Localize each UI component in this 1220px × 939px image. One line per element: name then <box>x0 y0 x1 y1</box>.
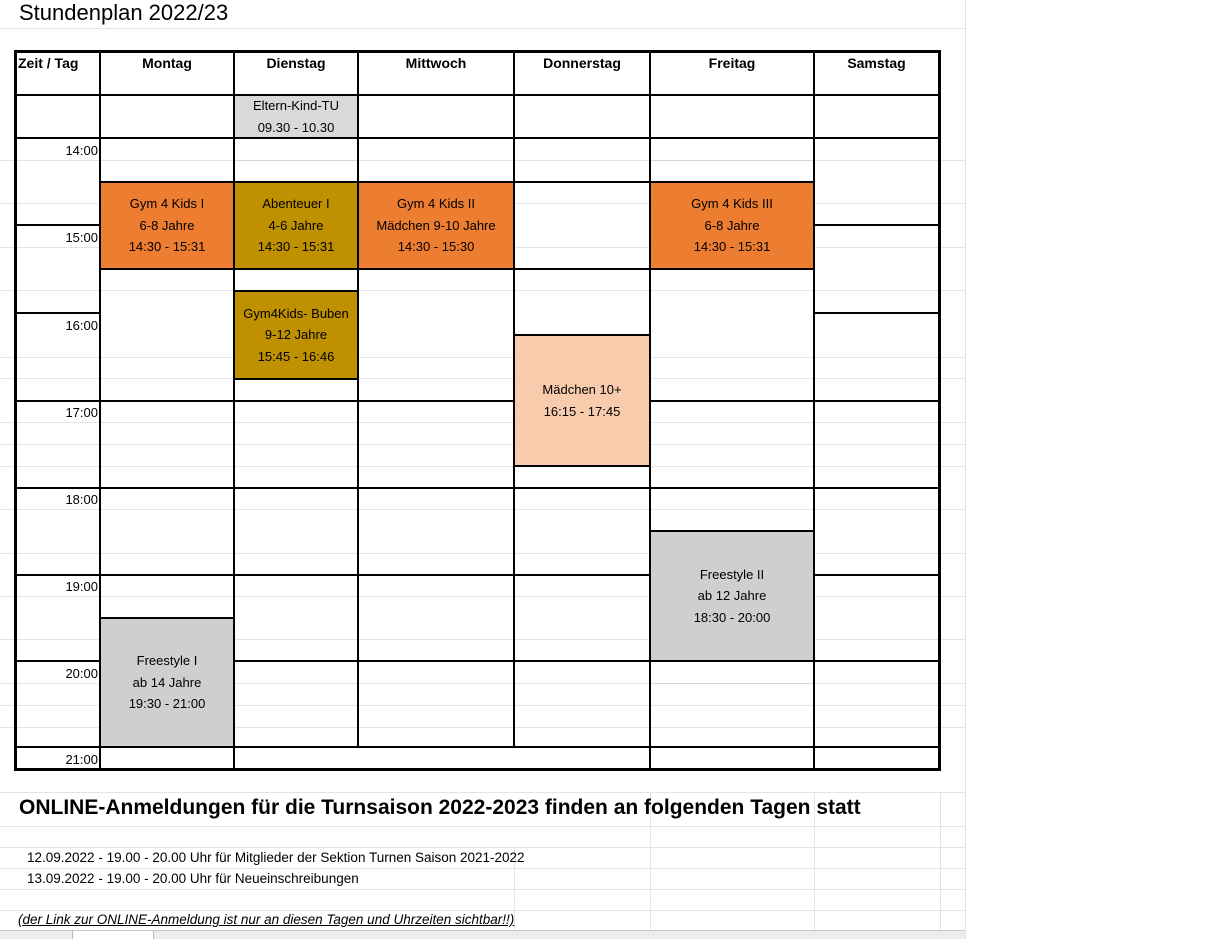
class-name: Gym 4 Kids I <box>129 196 205 212</box>
class-time: 14:30 - 15:30 <box>397 239 475 255</box>
column-header-donnerstag: Donnerstag <box>543 55 621 71</box>
class-block-freestyle-1 <box>100 618 234 747</box>
class-name: Freestyle II <box>699 566 765 582</box>
class-name: Eltern-Kind-TU <box>253 98 339 113</box>
class-age: 6-8 Jahre <box>139 217 195 233</box>
class-name: Gym 4 Kids II <box>396 196 476 212</box>
time-label-1500: 15:00 <box>65 230 98 245</box>
page-title: Stundenplan 2022/23 <box>19 0 229 25</box>
class-age: Mädchen 9-10 Jahre <box>376 217 496 233</box>
class-block-gym4kids-1 <box>100 182 234 269</box>
class-age: 6-8 Jahre <box>704 217 760 233</box>
class-block-gym4kids-3 <box>650 182 814 269</box>
column-header-montag: Montag <box>142 55 192 71</box>
registration-footnote: (der Link zur ONLINE-Anmeldung ist nur an diesen Tagen und Uhrzeiten sichtbar!!) <box>18 912 515 927</box>
class-block-eltern-kind <box>234 95 358 138</box>
time-label-1600: 16:00 <box>65 318 98 333</box>
class-age: ab 14 Jahre <box>132 674 202 690</box>
class-name: Abenteuer I <box>262 196 330 212</box>
time-label-1400: 14:00 <box>65 143 98 158</box>
class-time: 14:30 - 15:31 <box>257 239 335 255</box>
time-label-2000: 20:00 <box>65 666 98 681</box>
class-time: 14:30 - 15:31 <box>693 239 771 255</box>
registration-date-members: 12.09.2022 - 19.00 - 20.00 Uhr für Mitglieder der Sektion Turnen Saison 2021-2022 <box>27 850 525 865</box>
class-name: Gym 4 Kids III <box>691 196 773 212</box>
class-name: Gym4Kids- Buben <box>243 305 349 321</box>
class-name: Mädchen 10+ <box>542 382 622 397</box>
class-age: ab 12 Jahre <box>697 588 767 604</box>
registration-heading: ONLINE-Anmeldungen für die Turnsaison 2022-2023 finden an folgenden Tagen statt <box>19 796 861 819</box>
sheet-tab-active[interactable] <box>72 931 154 939</box>
class-age: 4-6 Jahre <box>268 217 324 233</box>
time-label-1800: 18:00 <box>65 492 98 507</box>
class-time: 15:45 - 16:46 <box>257 348 335 364</box>
class-age: 9-12 Jahre <box>264 327 328 343</box>
class-time: 16:15 - 17:45 <box>543 403 621 419</box>
class-block-gym4kids-2 <box>358 182 514 269</box>
column-header-dienstag: Dienstag <box>266 55 326 71</box>
time-label-2100: 21:00 <box>65 752 98 767</box>
column-header-mittwoch: Mittwoch <box>405 55 467 71</box>
registration-date-new: 13.09.2022 - 19.00 - 20.00 Uhr für Neueinschreibungen <box>27 871 359 886</box>
class-block-maedchen-10 <box>514 335 650 466</box>
time-label-1700: 17:00 <box>65 405 98 420</box>
class-time: 19:30 - 21:00 <box>128 696 206 712</box>
class-time: 18:30 - 20:00 <box>693 609 771 625</box>
class-time: 14:30 - 15:31 <box>128 239 206 255</box>
class-block-gym4kids-buben <box>234 291 358 379</box>
column-header-freitag: Freitag <box>708 55 756 71</box>
class-block-abenteuer-1 <box>234 182 358 269</box>
class-name: Freestyle I <box>136 653 198 669</box>
time-label-1900: 19:00 <box>65 579 98 594</box>
class-block-freestyle-2 <box>650 531 814 661</box>
class-time: 09.30 - 10.30 <box>257 119 335 135</box>
column-header-zeit-tag: Zeit / Tag <box>18 55 79 71</box>
column-header-samstag: Samstag <box>847 55 906 71</box>
